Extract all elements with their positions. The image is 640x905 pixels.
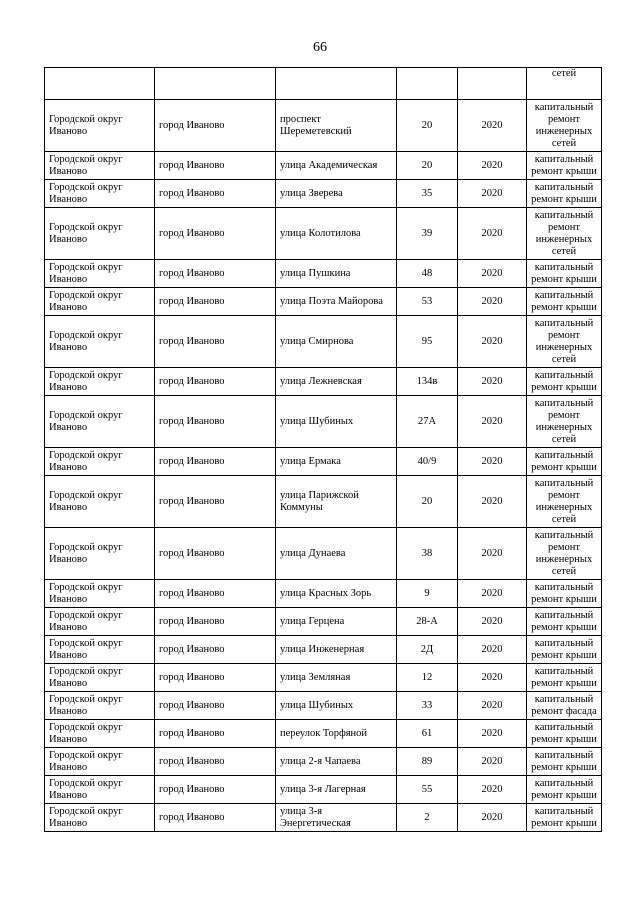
cell-city: город Иваново — [155, 664, 276, 692]
cell-house: 53 — [397, 288, 458, 316]
cell-work: капитальный ремонт крыши — [527, 260, 602, 288]
table-row-continued — [45, 68, 602, 100]
cell-district: Городской округ Иваново — [45, 180, 155, 208]
cell-district: Городской округ Иваново — [45, 804, 155, 832]
cell-street: улица Дунаева — [276, 528, 397, 580]
cell-district: Городской округ Иваново — [45, 368, 155, 396]
cell-street: улица Поэта Майорова — [276, 288, 397, 316]
cell-work: сетей — [527, 68, 602, 100]
table-row — [45, 804, 602, 832]
cell-house: 20 — [397, 476, 458, 528]
cell-house: 48 — [397, 260, 458, 288]
cell-year: 2020 — [458, 476, 527, 528]
cell-work: капитальный ремонт инженерных сетей — [527, 316, 602, 368]
cell-street — [276, 68, 397, 100]
cell-district: Городской округ Иваново — [45, 748, 155, 776]
cell-street: улица 2-я Чапаева — [276, 748, 397, 776]
cell-work: капитальный ремонт крыши — [527, 776, 602, 804]
cell-year: 2020 — [458, 288, 527, 316]
cell-year: 2020 — [458, 316, 527, 368]
table-row — [45, 288, 602, 316]
cell-street: улица Герцена — [276, 608, 397, 636]
cell-work: капитальный ремонт крыши — [527, 608, 602, 636]
cell-work: капитальный ремонт крыши — [527, 664, 602, 692]
cell-work: капитальный ремонт крыши — [527, 180, 602, 208]
cell-street: улица Зверева — [276, 180, 397, 208]
cell-work: капитальный ремонт фасада — [527, 692, 602, 720]
cell-city: город Иваново — [155, 152, 276, 180]
cell-work: капитальный ремонт крыши — [527, 448, 602, 476]
cell-district: Городской округ Иваново — [45, 528, 155, 580]
table-row — [45, 608, 602, 636]
cell-city: город Иваново — [155, 804, 276, 832]
cell-street: улица Пушкина — [276, 260, 397, 288]
cell-district: Городской округ Иваново — [45, 476, 155, 528]
cell-district: Городской округ Иваново — [45, 396, 155, 448]
table-row — [45, 100, 602, 152]
cell-house: 2 — [397, 804, 458, 832]
cell-district: Городской округ Иваново — [45, 260, 155, 288]
cell-work: капитальный ремонт крыши — [527, 152, 602, 180]
table-row — [45, 260, 602, 288]
table-row — [45, 748, 602, 776]
table-row — [45, 396, 602, 448]
cell-district: Городской округ Иваново — [45, 152, 155, 180]
cell-work: капитальный ремонт крыши — [527, 636, 602, 664]
cell-house: 134в — [397, 368, 458, 396]
cell-house: 35 — [397, 180, 458, 208]
cell-year: 2020 — [458, 180, 527, 208]
cell-work: капитальный ремонт инженерных сетей — [527, 396, 602, 448]
cell-city: город Иваново — [155, 580, 276, 608]
cell-house: 89 — [397, 748, 458, 776]
cell-city: город Иваново — [155, 476, 276, 528]
table-row — [45, 316, 602, 368]
cell-year: 2020 — [458, 608, 527, 636]
cell-district — [45, 68, 155, 100]
cell-year: 2020 — [458, 260, 527, 288]
cell-year — [458, 68, 527, 100]
cell-district: Городской округ Иваново — [45, 208, 155, 260]
cell-year: 2020 — [458, 152, 527, 180]
page-number: 66 — [313, 40, 327, 55]
cell-year: 2020 — [458, 720, 527, 748]
cell-street: переулок Торфяной — [276, 720, 397, 748]
cell-city: город Иваново — [155, 260, 276, 288]
table-row — [45, 528, 602, 580]
table-body — [45, 68, 602, 832]
cell-year: 2020 — [458, 448, 527, 476]
table-row — [45, 152, 602, 180]
cell-work: капитальный ремонт крыши — [527, 288, 602, 316]
table-row — [45, 476, 602, 528]
cell-city: город Иваново — [155, 316, 276, 368]
cell-street: улица Шубиных — [276, 396, 397, 448]
cell-city: город Иваново — [155, 748, 276, 776]
cell-year: 2020 — [458, 100, 527, 152]
cell-district: Городской округ Иваново — [45, 100, 155, 152]
cell-house: 28-А — [397, 608, 458, 636]
cell-district: Городской округ Иваново — [45, 664, 155, 692]
cell-house: 95 — [397, 316, 458, 368]
cell-house — [397, 68, 458, 100]
cell-street: улица Шубиных — [276, 692, 397, 720]
cell-district: Городской округ Иваново — [45, 316, 155, 368]
cell-city: город Иваново — [155, 448, 276, 476]
table-row — [45, 692, 602, 720]
cell-street: улица 3-я Энергетическая — [276, 804, 397, 832]
cell-year: 2020 — [458, 396, 527, 448]
cell-city: город Иваново — [155, 100, 276, 152]
cell-city: город Иваново — [155, 636, 276, 664]
cell-work: капитальный ремонт крыши — [527, 368, 602, 396]
cell-work: капитальный ремонт инженерных сетей — [527, 100, 602, 152]
cell-work: капитальный ремонт инженерных сетей — [527, 528, 602, 580]
table-row — [45, 720, 602, 748]
cell-year: 2020 — [458, 748, 527, 776]
cell-city: город Иваново — [155, 288, 276, 316]
cell-district: Городской округ Иваново — [45, 608, 155, 636]
cell-house: 40/9 — [397, 448, 458, 476]
cell-street: улица Земляная — [276, 664, 397, 692]
cell-city — [155, 68, 276, 100]
cell-street: улица Ермака — [276, 448, 397, 476]
repair-registry-table — [44, 67, 602, 832]
cell-house: 33 — [397, 692, 458, 720]
cell-year: 2020 — [458, 208, 527, 260]
cell-street: улица Инженерная — [276, 636, 397, 664]
cell-work: капитальный ремонт инженерных сетей — [527, 476, 602, 528]
cell-house: 27А — [397, 396, 458, 448]
table-row — [45, 664, 602, 692]
table-row — [45, 448, 602, 476]
cell-house: 61 — [397, 720, 458, 748]
cell-street: улица Красных Зорь — [276, 580, 397, 608]
cell-street: улица 3-я Лагерная — [276, 776, 397, 804]
cell-house: 38 — [397, 528, 458, 580]
cell-district: Городской округ Иваново — [45, 692, 155, 720]
cell-district: Городской округ Иваново — [45, 776, 155, 804]
cell-work: капитальный ремонт крыши — [527, 748, 602, 776]
cell-city: город Иваново — [155, 528, 276, 580]
cell-year: 2020 — [458, 664, 527, 692]
cell-street: улица Академическая — [276, 152, 397, 180]
cell-city: город Иваново — [155, 368, 276, 396]
cell-work: капитальный ремонт крыши — [527, 804, 602, 832]
table-row — [45, 180, 602, 208]
table-row — [45, 636, 602, 664]
cell-year: 2020 — [458, 580, 527, 608]
cell-year: 2020 — [458, 776, 527, 804]
cell-district: Городской округ Иваново — [45, 580, 155, 608]
table-row — [45, 580, 602, 608]
cell-street: улица Колотилова — [276, 208, 397, 260]
cell-year: 2020 — [458, 804, 527, 832]
cell-district: Городской округ Иваново — [45, 288, 155, 316]
cell-city: город Иваново — [155, 720, 276, 748]
cell-street: улица Парижской Коммуны — [276, 476, 397, 528]
cell-city: город Иваново — [155, 396, 276, 448]
cell-work: капитальный ремонт крыши — [527, 720, 602, 748]
table-row — [45, 208, 602, 260]
cell-district: Городской округ Иваново — [45, 448, 155, 476]
cell-house: 9 — [397, 580, 458, 608]
cell-city: город Иваново — [155, 208, 276, 260]
cell-city: город Иваново — [155, 608, 276, 636]
cell-house: 55 — [397, 776, 458, 804]
cell-house: 20 — [397, 100, 458, 152]
cell-year: 2020 — [458, 636, 527, 664]
cell-house: 12 — [397, 664, 458, 692]
cell-work: капитальный ремонт инженерных сетей — [527, 208, 602, 260]
cell-city: город Иваново — [155, 776, 276, 804]
cell-house: 2Д — [397, 636, 458, 664]
cell-house: 20 — [397, 152, 458, 180]
cell-city: город Иваново — [155, 180, 276, 208]
table-row — [45, 776, 602, 804]
cell-district: Городской округ Иваново — [45, 636, 155, 664]
cell-year: 2020 — [458, 368, 527, 396]
cell-house: 39 — [397, 208, 458, 260]
cell-street: улица Смирнова — [276, 316, 397, 368]
cell-year: 2020 — [458, 528, 527, 580]
cell-year: 2020 — [458, 692, 527, 720]
cell-district: Городской округ Иваново — [45, 720, 155, 748]
cell-city: город Иваново — [155, 692, 276, 720]
cell-work: капитальный ремонт крыши — [527, 580, 602, 608]
cell-street: улица Лежневская — [276, 368, 397, 396]
table-row — [45, 368, 602, 396]
cell-street: проспект Шереметевский — [276, 100, 397, 152]
